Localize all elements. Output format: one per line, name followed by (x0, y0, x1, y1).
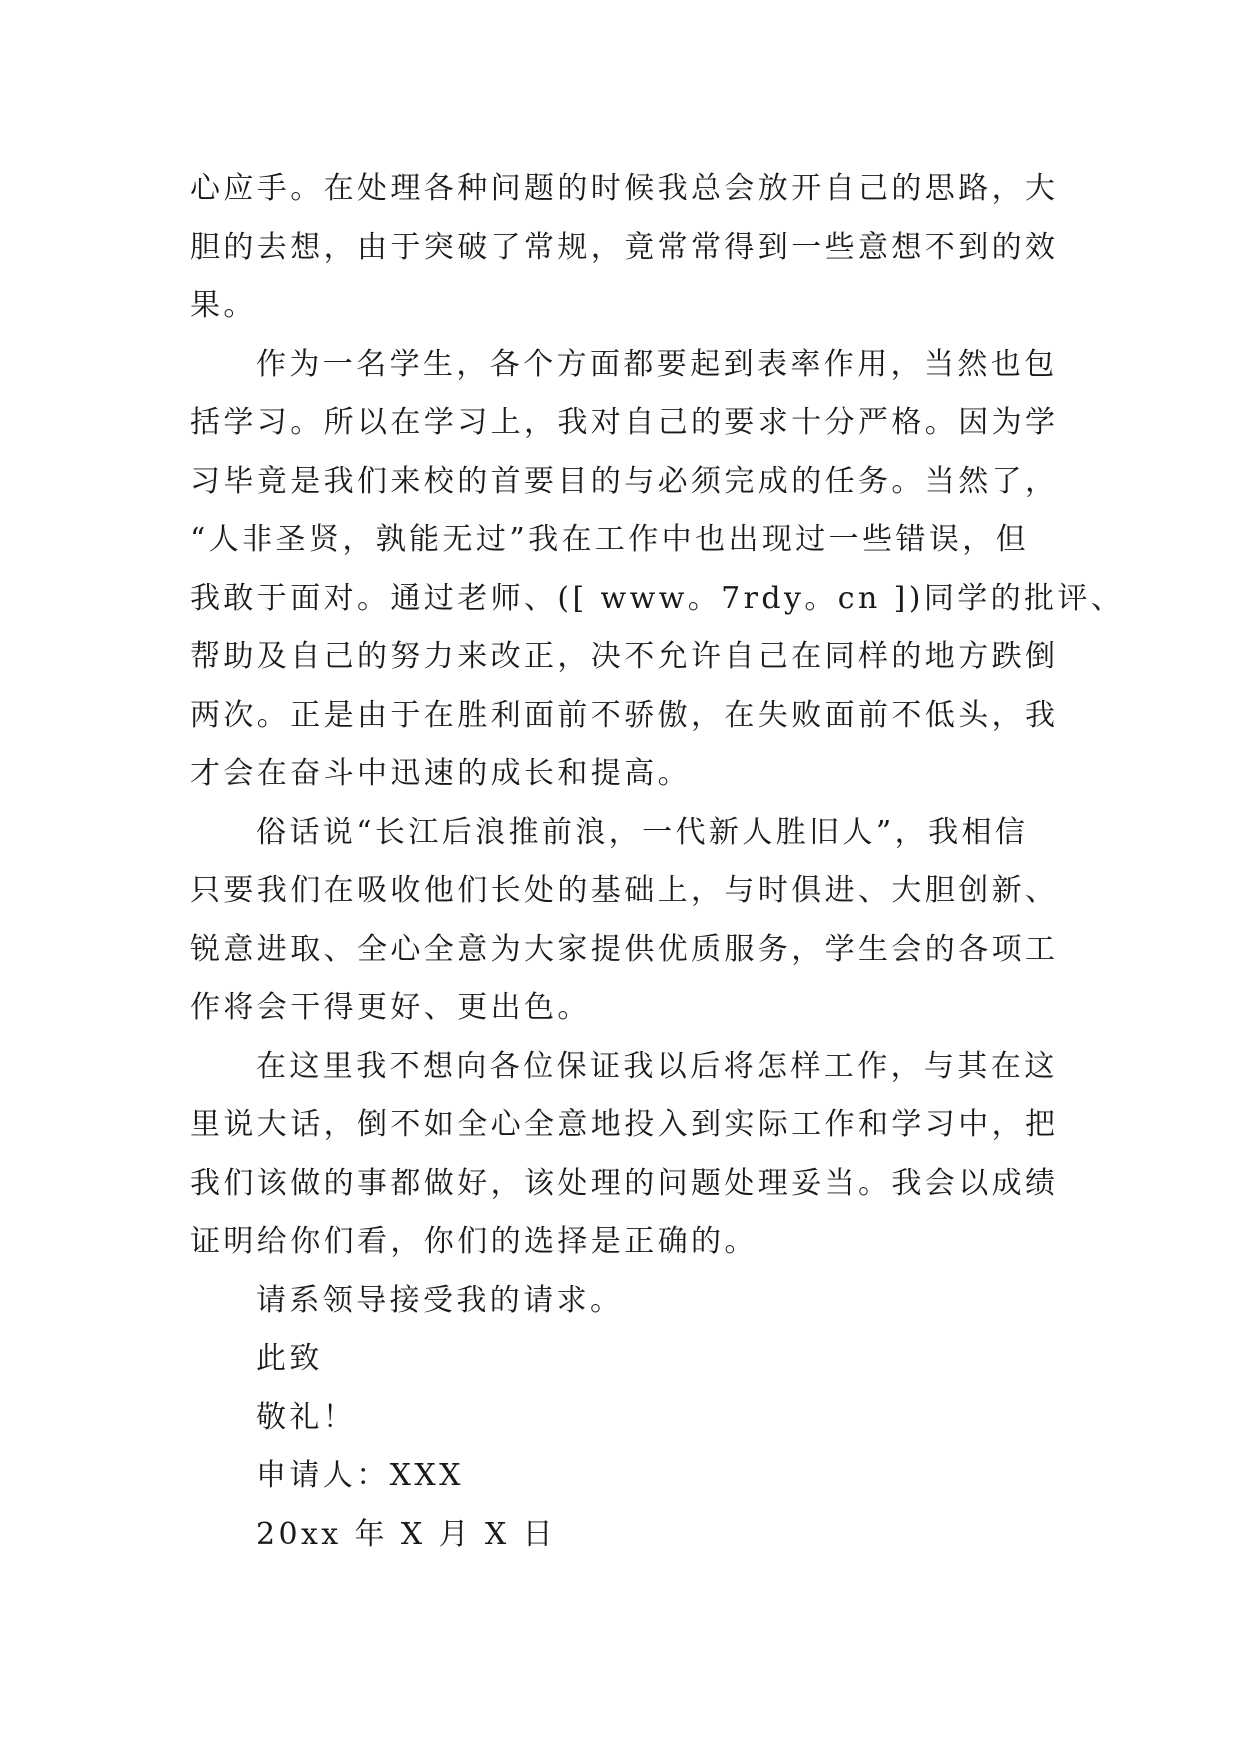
paragraph-start-line: 在这里我不想向各位保证我以后将怎样工作，与其在这 (256, 1048, 1058, 1084)
paragraph-start-line: 作为一名学生，各个方面都要起到表率作用，当然也包 (256, 346, 1058, 382)
text-line: 习毕竟是我们来校的首要目的与必须完成的任务。当然了， (190, 463, 1059, 499)
paragraph-start-line: 俗话说“长江后浪推前浪，一代新人胜旧人”，我相信 (256, 814, 1029, 850)
request-line: 请系领导接受我的请求。 (256, 1282, 624, 1318)
text-line: “人非圣贤，孰能无过”我在工作中也出现过一些错误，但 (190, 522, 1030, 557)
text-line: 证明给你们看，你们的选择是正确的。 (190, 1224, 758, 1259)
text-line: 锐意进取、全心全意为大家提供优质服务，学生会的各项工 (190, 931, 1059, 967)
closing-respect: 敬礼！ (256, 1399, 357, 1435)
document-body (190, 160, 1125, 1564)
text-line: 作将会干得更好、更出色。 (190, 990, 591, 1025)
text-line: 括学习。所以在学习上，我对自己的要求十分严格。因为学 (190, 405, 1059, 440)
text-line: 才会在奋斗中迅速的成长和提高。 (190, 756, 691, 791)
text-line: 果。 (190, 288, 257, 323)
text-line: 心应手。在处理各种问题的时候我总会放开自己的思路，大 (190, 171, 1059, 206)
closing-salutation: 此致 (256, 1341, 323, 1376)
text-line: 里说大话，倒不如全心全意地投入到实际工作和学习中，把 (190, 1107, 1059, 1142)
text-line: 帮助及自己的努力来改正，决不允许自己在同样的地方跌倒 (190, 639, 1059, 674)
text-line: 只要我们在吸收他们长处的基础上，与时俱进、大胆创新、 (190, 873, 1059, 908)
date-line: 20xx 年 X 月 X 日 (256, 1516, 557, 1552)
text-line: 两次。正是由于在胜利面前不骄傲，在失败面前不低头，我 (190, 697, 1059, 733)
text-line: 我敢于面对。通过老师、([ www。7rdy。cn ])同学的批评、 (190, 580, 1125, 616)
text-line: 胆的去想，由于突破了常规，竟常常得到一些意想不到的效 (190, 229, 1059, 265)
text-line: 我们该做的事都做好，该处理的问题处理妥当。我会以成绩 (190, 1165, 1059, 1201)
applicant-signature: 申请人：XXX (256, 1458, 464, 1493)
